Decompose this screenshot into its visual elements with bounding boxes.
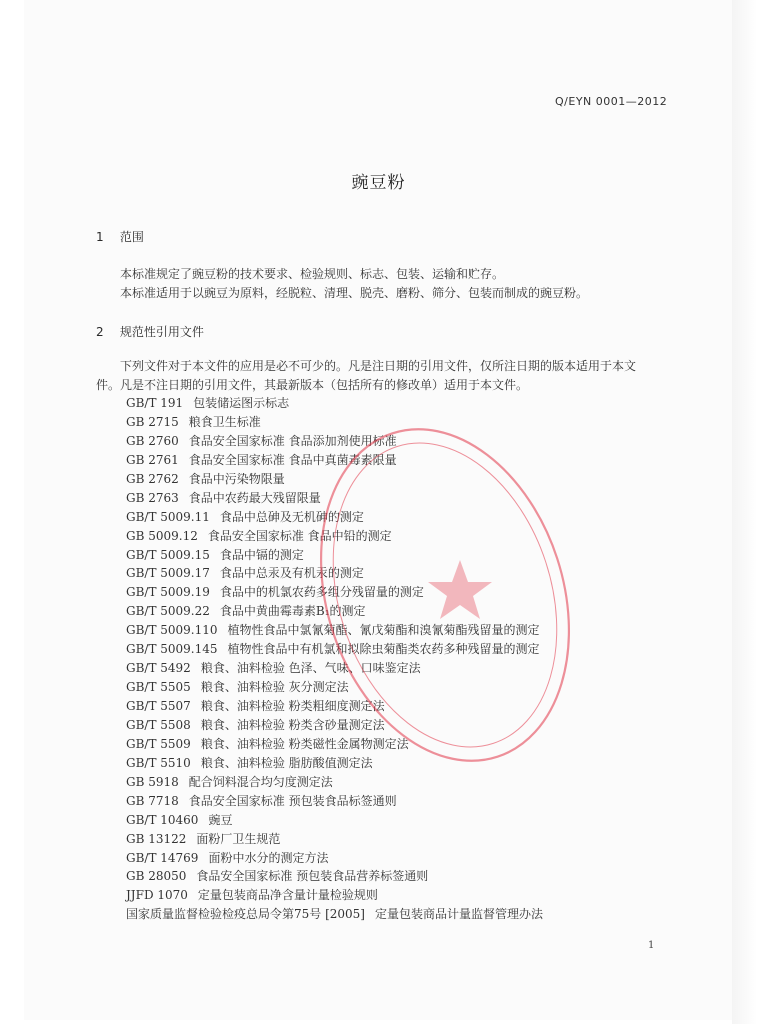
reference-title: 食品中农药最大残留限量 <box>188 490 321 505</box>
scan-edge <box>732 0 757 1024</box>
reference-item <box>126 470 543 489</box>
reference-item <box>126 546 543 565</box>
document-title: 豌豆粉 <box>351 173 406 193</box>
reference-code: GB 5918 <box>126 774 179 789</box>
section-number: 2 <box>96 325 104 339</box>
page-number: 1 <box>648 940 655 951</box>
reference-item <box>126 602 543 621</box>
reference-title: 面粉厂卫生规范 <box>196 831 281 846</box>
reference-item <box>126 735 543 754</box>
reference-code: GB 2715 <box>126 414 179 429</box>
reference-item <box>126 678 543 697</box>
reference-title: 植物性食品中有机氯和拟除虫菊酯类农药多种残留量的测定 <box>227 642 540 657</box>
reference-code: GB/T 10460 <box>126 812 199 827</box>
reference-title: 包装储运图示标志 <box>193 396 290 410</box>
references-intro-line-1: 下列文件对于本文件的应用是必不可少的。凡是注日期的引用文件，仅所注日期的版本适用于本文 <box>120 359 637 373</box>
reference-title: 食品中总砷及无机砷的测定 <box>219 509 364 524</box>
reference-title: 粮食、油料检验 色泽、气味、口味鉴定法 <box>200 661 421 676</box>
reference-code: GB/T 5009.15 <box>126 547 210 562</box>
reference-title: 粮食、油料检验 脂肪酸值测定法 <box>200 755 373 770</box>
scope-paragraph-1: 本标准规定了豌豆粉的技术要求、检验规则、标志、包装、运输和贮存。 <box>120 267 505 281</box>
reference-item <box>126 583 543 602</box>
reference-title: 粮食、油料检验 粉类粗细度测定法 <box>200 699 385 713</box>
section-1-heading <box>96 228 144 245</box>
reference-code: GB 2761 <box>126 452 179 467</box>
document-number: Q/EYN 0001—2012 <box>555 95 668 108</box>
reference-title: 食品中总汞及有机汞的测定 <box>219 566 364 581</box>
reference-item <box>126 830 543 849</box>
section-title: 规范性引用文件 <box>119 325 204 339</box>
reference-item <box>126 432 543 451</box>
reference-code: GB/T 5492 <box>126 661 191 676</box>
reference-title: 食品中污染物限量 <box>188 471 285 486</box>
reference-code: GB/T 5510 <box>126 755 191 770</box>
reference-title: 植物性食品中氯氰菊酯、氰戊菊酯和溴氰菊酯残留量的测定 <box>227 623 540 638</box>
reference-item <box>126 451 543 470</box>
reference-item <box>126 849 543 868</box>
reference-item <box>126 621 543 640</box>
reference-code: JJFD 1070 <box>126 888 188 903</box>
reference-code: GB 2762 <box>126 471 179 486</box>
reference-item <box>126 564 543 583</box>
reference-item <box>126 886 543 905</box>
reference-title: 定量包装商品计量监督管理办法 <box>375 907 544 922</box>
reference-code: GB 2760 <box>126 433 179 448</box>
reference-code: GB/T 5009.22 <box>126 604 210 619</box>
reference-code: GB 28050 <box>126 869 187 884</box>
reference-code: GB/T 5009.110 <box>126 623 218 638</box>
section-2-heading <box>96 323 204 340</box>
reference-item <box>126 489 543 508</box>
reference-code: GB/T 5009.145 <box>126 642 218 657</box>
reference-code: GB 2763 <box>126 490 179 505</box>
reference-item <box>126 508 543 527</box>
reference-title: 粮食、油料检验 灰分测定法 <box>200 680 349 695</box>
reference-code: GB/T 5009.11 <box>126 509 210 524</box>
reference-item <box>126 527 543 546</box>
reference-code: GB/T 5507 <box>126 699 191 713</box>
reference-title: 配合饲料混合均匀度测定法 <box>188 774 333 789</box>
reference-code: GB/T 5009.17 <box>126 566 210 581</box>
reference-item <box>126 754 543 773</box>
section-title: 范围 <box>119 230 144 244</box>
scope-paragraph-2: 本标准适用于以豌豆为原料，经脱粒、清理、脱壳、磨粉、筛分、包装而制成的豌豆粉。 <box>120 286 589 300</box>
reference-title: 食品安全国家标准 预包装食品标签通则 <box>188 793 397 808</box>
reference-item <box>126 792 543 811</box>
reference-title: 粮食卫生标准 <box>188 414 261 429</box>
reference-item <box>126 659 543 678</box>
reference-title: 食品安全国家标准 预包装食品营养标签通则 <box>196 869 429 884</box>
reference-code: GB 5009.12 <box>126 528 198 543</box>
reference-title: 食品安全国家标准 食品中真菌毒素限量 <box>188 452 397 467</box>
reference-title: 食品中镉的测定 <box>219 547 304 562</box>
reference-list <box>126 394 543 924</box>
reference-item <box>126 640 543 659</box>
reference-title: 定量包装商品净含量计量检验规则 <box>197 888 378 903</box>
reference-title: 食品安全国家标准 食品添加剂使用标准 <box>188 433 397 448</box>
reference-item <box>126 413 543 432</box>
reference-code: GB/T 5508 <box>126 717 191 732</box>
reference-item <box>126 394 543 413</box>
reference-item <box>126 773 543 792</box>
reference-item <box>126 697 543 716</box>
reference-title: 粮食、油料检验 粉类含砂量测定法 <box>200 717 385 732</box>
reference-code: GB/T 5509 <box>126 736 191 751</box>
reference-code: GB 7718 <box>126 793 179 808</box>
reference-title: 食品中黄曲霉毒素B₁的测定 <box>219 604 366 619</box>
reference-title: 粮食、油料检验 粉类磁性金属物测定法 <box>200 736 409 751</box>
reference-code: GB 13122 <box>126 831 187 846</box>
reference-title: 食品安全国家标准 食品中铅的测定 <box>207 528 392 543</box>
reference-code: GB/T 191 <box>126 396 184 410</box>
reference-item <box>126 811 543 830</box>
reference-item <box>126 905 543 924</box>
reference-title: 食品中的机氯农药多组分残留量的测定 <box>219 585 424 600</box>
section-number: 1 <box>96 230 104 244</box>
references-intro-line-2: 件。凡是不注日期的引用文件，其最新版本（包括所有的修改单）适用于本文件。 <box>96 378 529 392</box>
reference-item <box>126 716 543 735</box>
reference-item <box>126 867 543 886</box>
reference-code: GB/T 14769 <box>126 850 199 865</box>
reference-code: GB/T 5009.19 <box>126 585 210 600</box>
reference-code: GB/T 5505 <box>126 680 191 695</box>
reference-title: 豌豆 <box>208 812 233 827</box>
reference-title: 面粉中水分的测定方法 <box>208 850 329 865</box>
reference-code: 国家质量监督检验检疫总局令第75号 [2005] <box>126 907 365 922</box>
